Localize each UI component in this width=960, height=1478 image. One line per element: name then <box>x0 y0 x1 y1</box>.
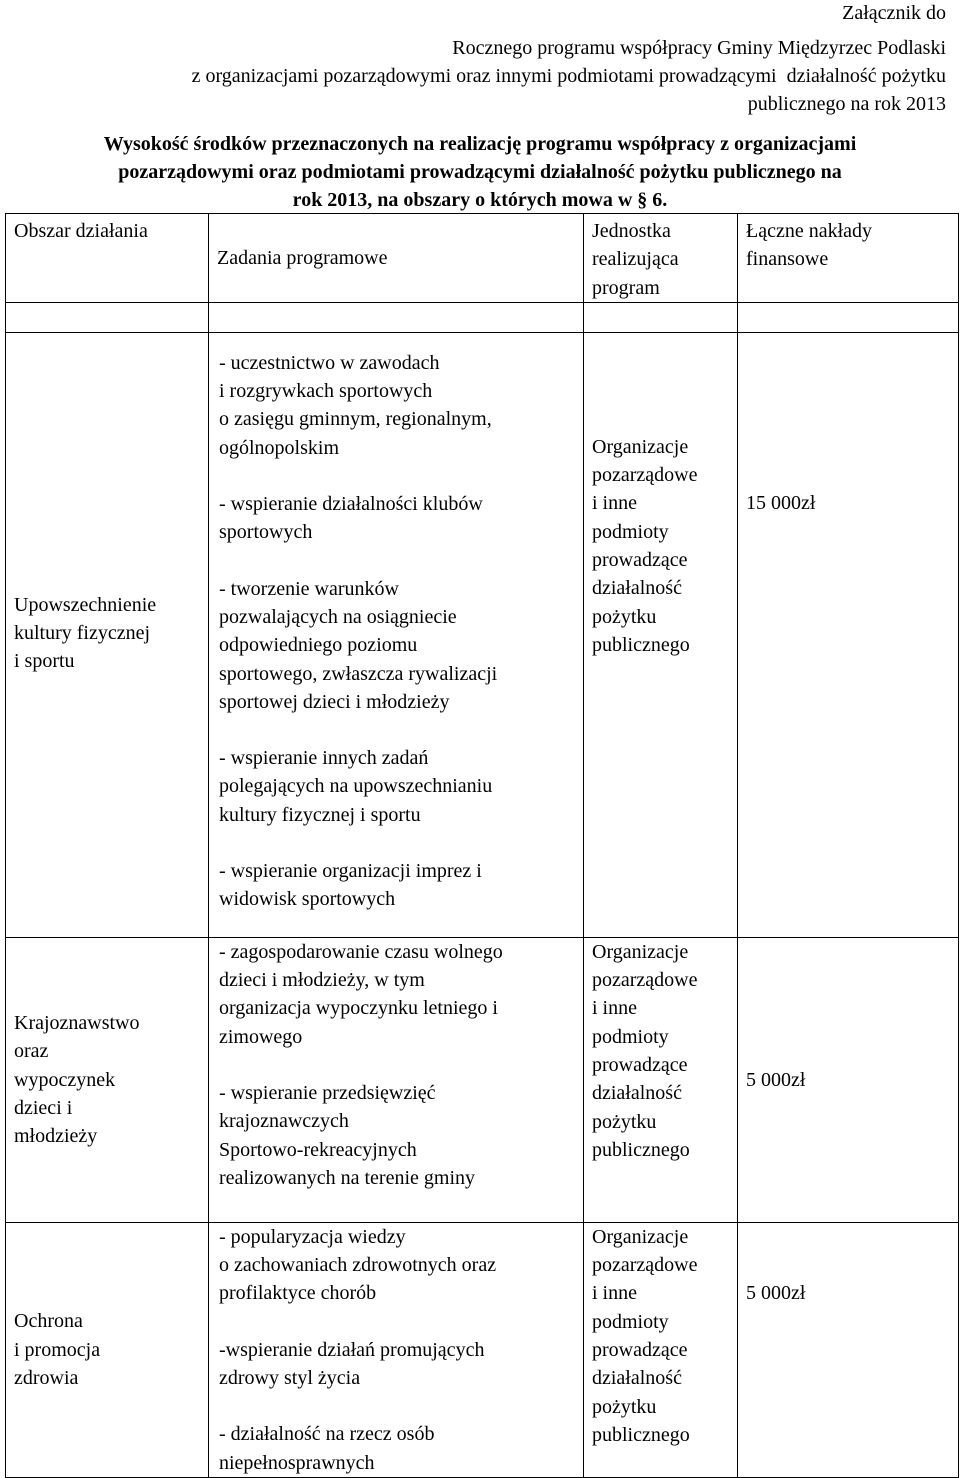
task-line: - wspieranie innych zadań <box>219 747 429 770</box>
cost-cell <box>738 332 959 937</box>
unit-line: Organizacje <box>592 940 689 963</box>
task-line: - wspieranie przedsięwzięć <box>219 1082 436 1105</box>
task-line: sportowej dzieci i młodzieży <box>219 690 450 713</box>
unit-line: Organizacje <box>592 1225 689 1248</box>
unit-line: działalność <box>592 577 682 600</box>
task-line: o zasięgu gminnym, regionalnym, <box>219 408 492 431</box>
title-line-3: rok 2013, na obszary o których mowa w § 6. <box>292 189 668 211</box>
task-line: -wspieranie działań promujących <box>219 1338 485 1361</box>
task-line: krajoznawczych <box>219 1110 349 1133</box>
title-line-2: pozarządowymi oraz podmiotami prowadzącymi działalność pożytku publicznego na <box>118 161 842 183</box>
area-cell <box>6 1222 209 1477</box>
area-line: dzieci i <box>14 1097 73 1120</box>
unit-header-line: program <box>592 276 660 299</box>
area-cell <box>6 937 209 1222</box>
unit-line: Organizacje <box>592 435 689 458</box>
area-line: Krajoznawstwo <box>14 1012 140 1035</box>
area-line: oraz <box>14 1040 49 1063</box>
task-line: - zagospodarowanie czasu wolnego <box>219 940 503 963</box>
task-item <box>219 744 583 829</box>
area-line: młodzieży <box>14 1125 98 1148</box>
cost-cell <box>738 1222 959 1477</box>
task-item <box>219 575 583 716</box>
header-line-2: z organizacjami pozarządowymi oraz innymi podmiotami prowadzącymi działalność pożytku <box>191 65 946 87</box>
unit-line: i inne <box>592 492 637 515</box>
area-line: Ochrona <box>14 1310 83 1333</box>
task-line: pozwalających na osiągniecie <box>219 605 457 628</box>
unit-cell <box>584 937 738 1222</box>
unit-line: i inne <box>592 1282 637 1305</box>
unit-cell <box>584 1222 738 1477</box>
cost-cell <box>738 937 959 1222</box>
task-item <box>219 1420 583 1477</box>
annex-label: Załącznik do <box>842 2 946 24</box>
area-cell <box>6 332 209 937</box>
unit-line: pozarządowe <box>592 1254 698 1277</box>
task-line: organizacja wypoczynku letniego i <box>219 997 498 1020</box>
task-line: - działalność na rzecz osób <box>219 1423 435 1446</box>
task-line: realizowanych na terenie gminy <box>219 1166 475 1189</box>
task-line: Sportowo-rekreacyjnych <box>219 1138 417 1161</box>
task-line: sportowego, zwłaszcza rywalizacji <box>219 662 498 685</box>
cost-value: 5 000zł <box>746 1281 806 1304</box>
unit-line: publicznego <box>592 633 690 656</box>
unit-line: podmioty <box>592 520 669 543</box>
unit-line: i inne <box>592 997 637 1020</box>
task-line: kultury fizycznej i sportu <box>219 803 421 826</box>
unit-line: pozarządowe <box>592 969 698 992</box>
task-line: ogólnopolskim <box>219 436 340 459</box>
unit-line: publicznego <box>592 1423 690 1446</box>
unit-line: pozarządowe <box>592 464 698 487</box>
task-line: - uczestnictwo w zawodach <box>219 351 440 374</box>
task-line: odpowiedniego poziomu <box>219 634 418 657</box>
unit-line: pożytku <box>592 1110 657 1133</box>
cost-value: 5 000zł <box>746 1068 806 1091</box>
title-line-1: Wysokość środków przeznaczonych na realizację programu współpracy z organizacjami <box>103 133 857 155</box>
table-row <box>6 1222 959 1477</box>
unit-line: pożytku <box>592 605 657 628</box>
task-line: - popularyzacja wiedzy <box>219 1225 406 1248</box>
task-item <box>219 1079 583 1192</box>
task-line: zimowego <box>219 1025 303 1048</box>
task-item <box>219 857 583 914</box>
task-line: zdrowy styl życia <box>219 1367 361 1390</box>
unit-line: działalność <box>592 1082 682 1105</box>
task-line: dzieci i młodzieży, w tym <box>219 969 425 992</box>
unit-line: działalność <box>592 1367 682 1390</box>
unit-cell <box>584 332 738 937</box>
task-item <box>219 490 583 547</box>
header-line-3: publicznego na rok 2013 <box>747 93 946 115</box>
cost-header-line: finansowe <box>746 248 829 271</box>
area-line: i sportu <box>14 650 75 673</box>
unit-line: publicznego <box>592 1138 690 1161</box>
column-header-area: Obszar działania <box>6 214 209 303</box>
task-line: profilaktyce chorób <box>219 1282 377 1305</box>
table-row <box>6 332 959 937</box>
column-header-unit <box>584 214 738 303</box>
column-header-cost <box>738 214 959 303</box>
task-item <box>219 349 583 462</box>
task-line: - wspieranie działalności klubów <box>219 493 483 516</box>
area-line: Upowszechnienie <box>14 593 157 616</box>
document-header <box>6 34 946 118</box>
task-line: i rozgrywkach sportowych <box>219 380 433 403</box>
task-line: o zachowaniach zdrowotnych oraz <box>219 1254 497 1277</box>
document-title <box>10 130 950 214</box>
tasks-cell <box>209 1222 584 1477</box>
task-line: widowisk sportowych <box>219 888 396 911</box>
task-line: - tworzenie warunków <box>219 577 399 600</box>
task-item <box>219 1336 583 1393</box>
cost-header-line: Łączne nakłady <box>746 220 873 242</box>
unit-line: podmioty <box>592 1025 669 1048</box>
header-line-1: Rocznego programu współpracy Gminy Międzyrzec Podlaski <box>452 37 946 59</box>
table-header-row <box>6 214 959 303</box>
area-line: wypoczynek <box>14 1068 116 1091</box>
tasks-cell <box>209 332 584 937</box>
area-line: zdrowia <box>14 1367 79 1390</box>
tasks-cell <box>209 937 584 1222</box>
unit-header-line: realizująca <box>592 248 679 271</box>
funding-table <box>5 213 959 1478</box>
task-line: - wspieranie organizacji imprez i <box>219 860 482 883</box>
unit-line: prowadzące <box>592 1054 688 1077</box>
unit-header-line: Jednostka <box>592 220 671 242</box>
task-item <box>219 938 583 1051</box>
unit-line: prowadzące <box>592 1339 688 1362</box>
area-line: i promocja <box>14 1338 101 1361</box>
spacer-row <box>6 302 959 332</box>
task-item <box>219 1223 583 1308</box>
task-line: niepełnosprawnych <box>219 1451 375 1474</box>
column-header-tasks: Zadania programowe <box>209 214 584 303</box>
task-line: polegających na upowszechnianiu <box>219 775 493 798</box>
unit-line: pożytku <box>592 1395 657 1418</box>
task-line: sportowych <box>219 521 313 544</box>
cost-value: 15 000zł <box>746 491 816 514</box>
unit-line: prowadzące <box>592 549 688 572</box>
area-line: kultury fizycznej <box>14 622 151 645</box>
unit-line: podmioty <box>592 1310 669 1333</box>
table-row <box>6 937 959 1222</box>
